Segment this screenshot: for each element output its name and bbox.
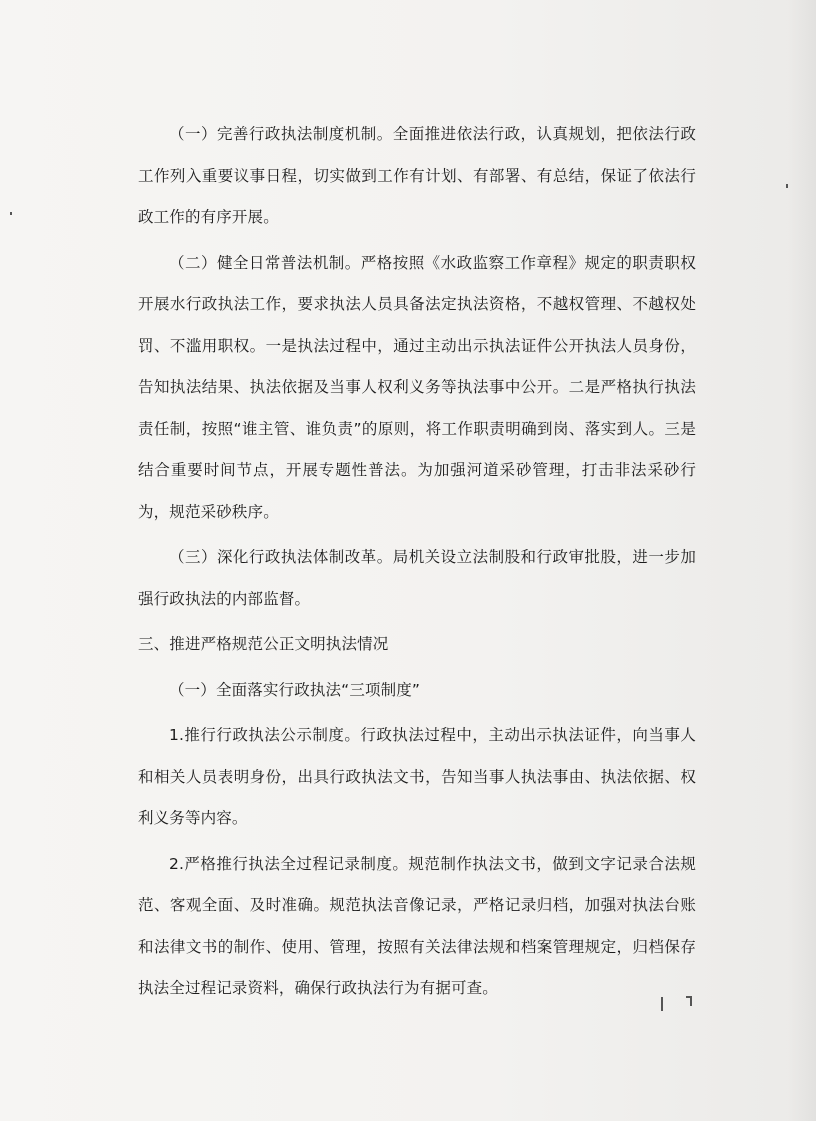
document-body xyxy=(138,114,696,1010)
section-heading: 三、推进严格规范公正文明执法情况 xyxy=(138,635,389,653)
page-edge-shadow xyxy=(788,0,816,1121)
scan-speck xyxy=(10,212,12,215)
subsection-heading: （一）全面落实行政执法“三项制度” xyxy=(169,680,421,699)
paragraph-3: （三）深化行政执法体制改革。局机关设立法制股和行政审批股，进一步加强行政执法的内部监督。 xyxy=(138,548,696,608)
paragraph-2: （二）健全日常普法机制。严格按照《水政监察工作章程》规定的职责职权开展水行政执法工作，要求执法人员具备法定执法资格，不越权管理、不越权处罚、不滥用职权。一是执法过程中，通过主动出示执法证件公开执法人员身份，告知执法结果、执法依据及当事人权利义务等执法事中公开。二是严格执行执法责任制，按照“谁主管、谁负责”的原则，将工作职责明确到岗、落实到人。三是结合重要时间节点，开展专题性普法。为加强河道采砂管理，打击非法采砂行为，规范采砂秩序。 xyxy=(138,253,696,521)
paragraph-5: 2.严格推行执法全过程记录制度。规范制作执法文书，做到文字记录合法规范、客观全面、及时准确。规范执法音像记录，严格记录归档，加强对执法台账和法律文书的制作、使用、管理，按照有关法律法规和档案管理规定，归档保存执法全过程记录资料，确保行政执法行为有据可查。 xyxy=(138,854,696,997)
scan-speck xyxy=(690,996,692,1006)
scan-speck xyxy=(786,184,788,188)
paragraph-4: 1.推行行政执法公示制度。行政执法过程中，主动出示执法证件，向当事人和相关人员表明身份，出具行政执法文书，告知当事人执法事由、执法依据、权利义务等内容。 xyxy=(138,726,696,827)
paragraph-1: （一）完善行政执法制度机制。全面推进依法行政，认真规划，把依法行政工作列入重要议事日程，切实做到工作有计划、有部署、有总结，保证了依法行政工作的有序开展。 xyxy=(138,125,696,226)
scan-speck xyxy=(661,997,663,1011)
